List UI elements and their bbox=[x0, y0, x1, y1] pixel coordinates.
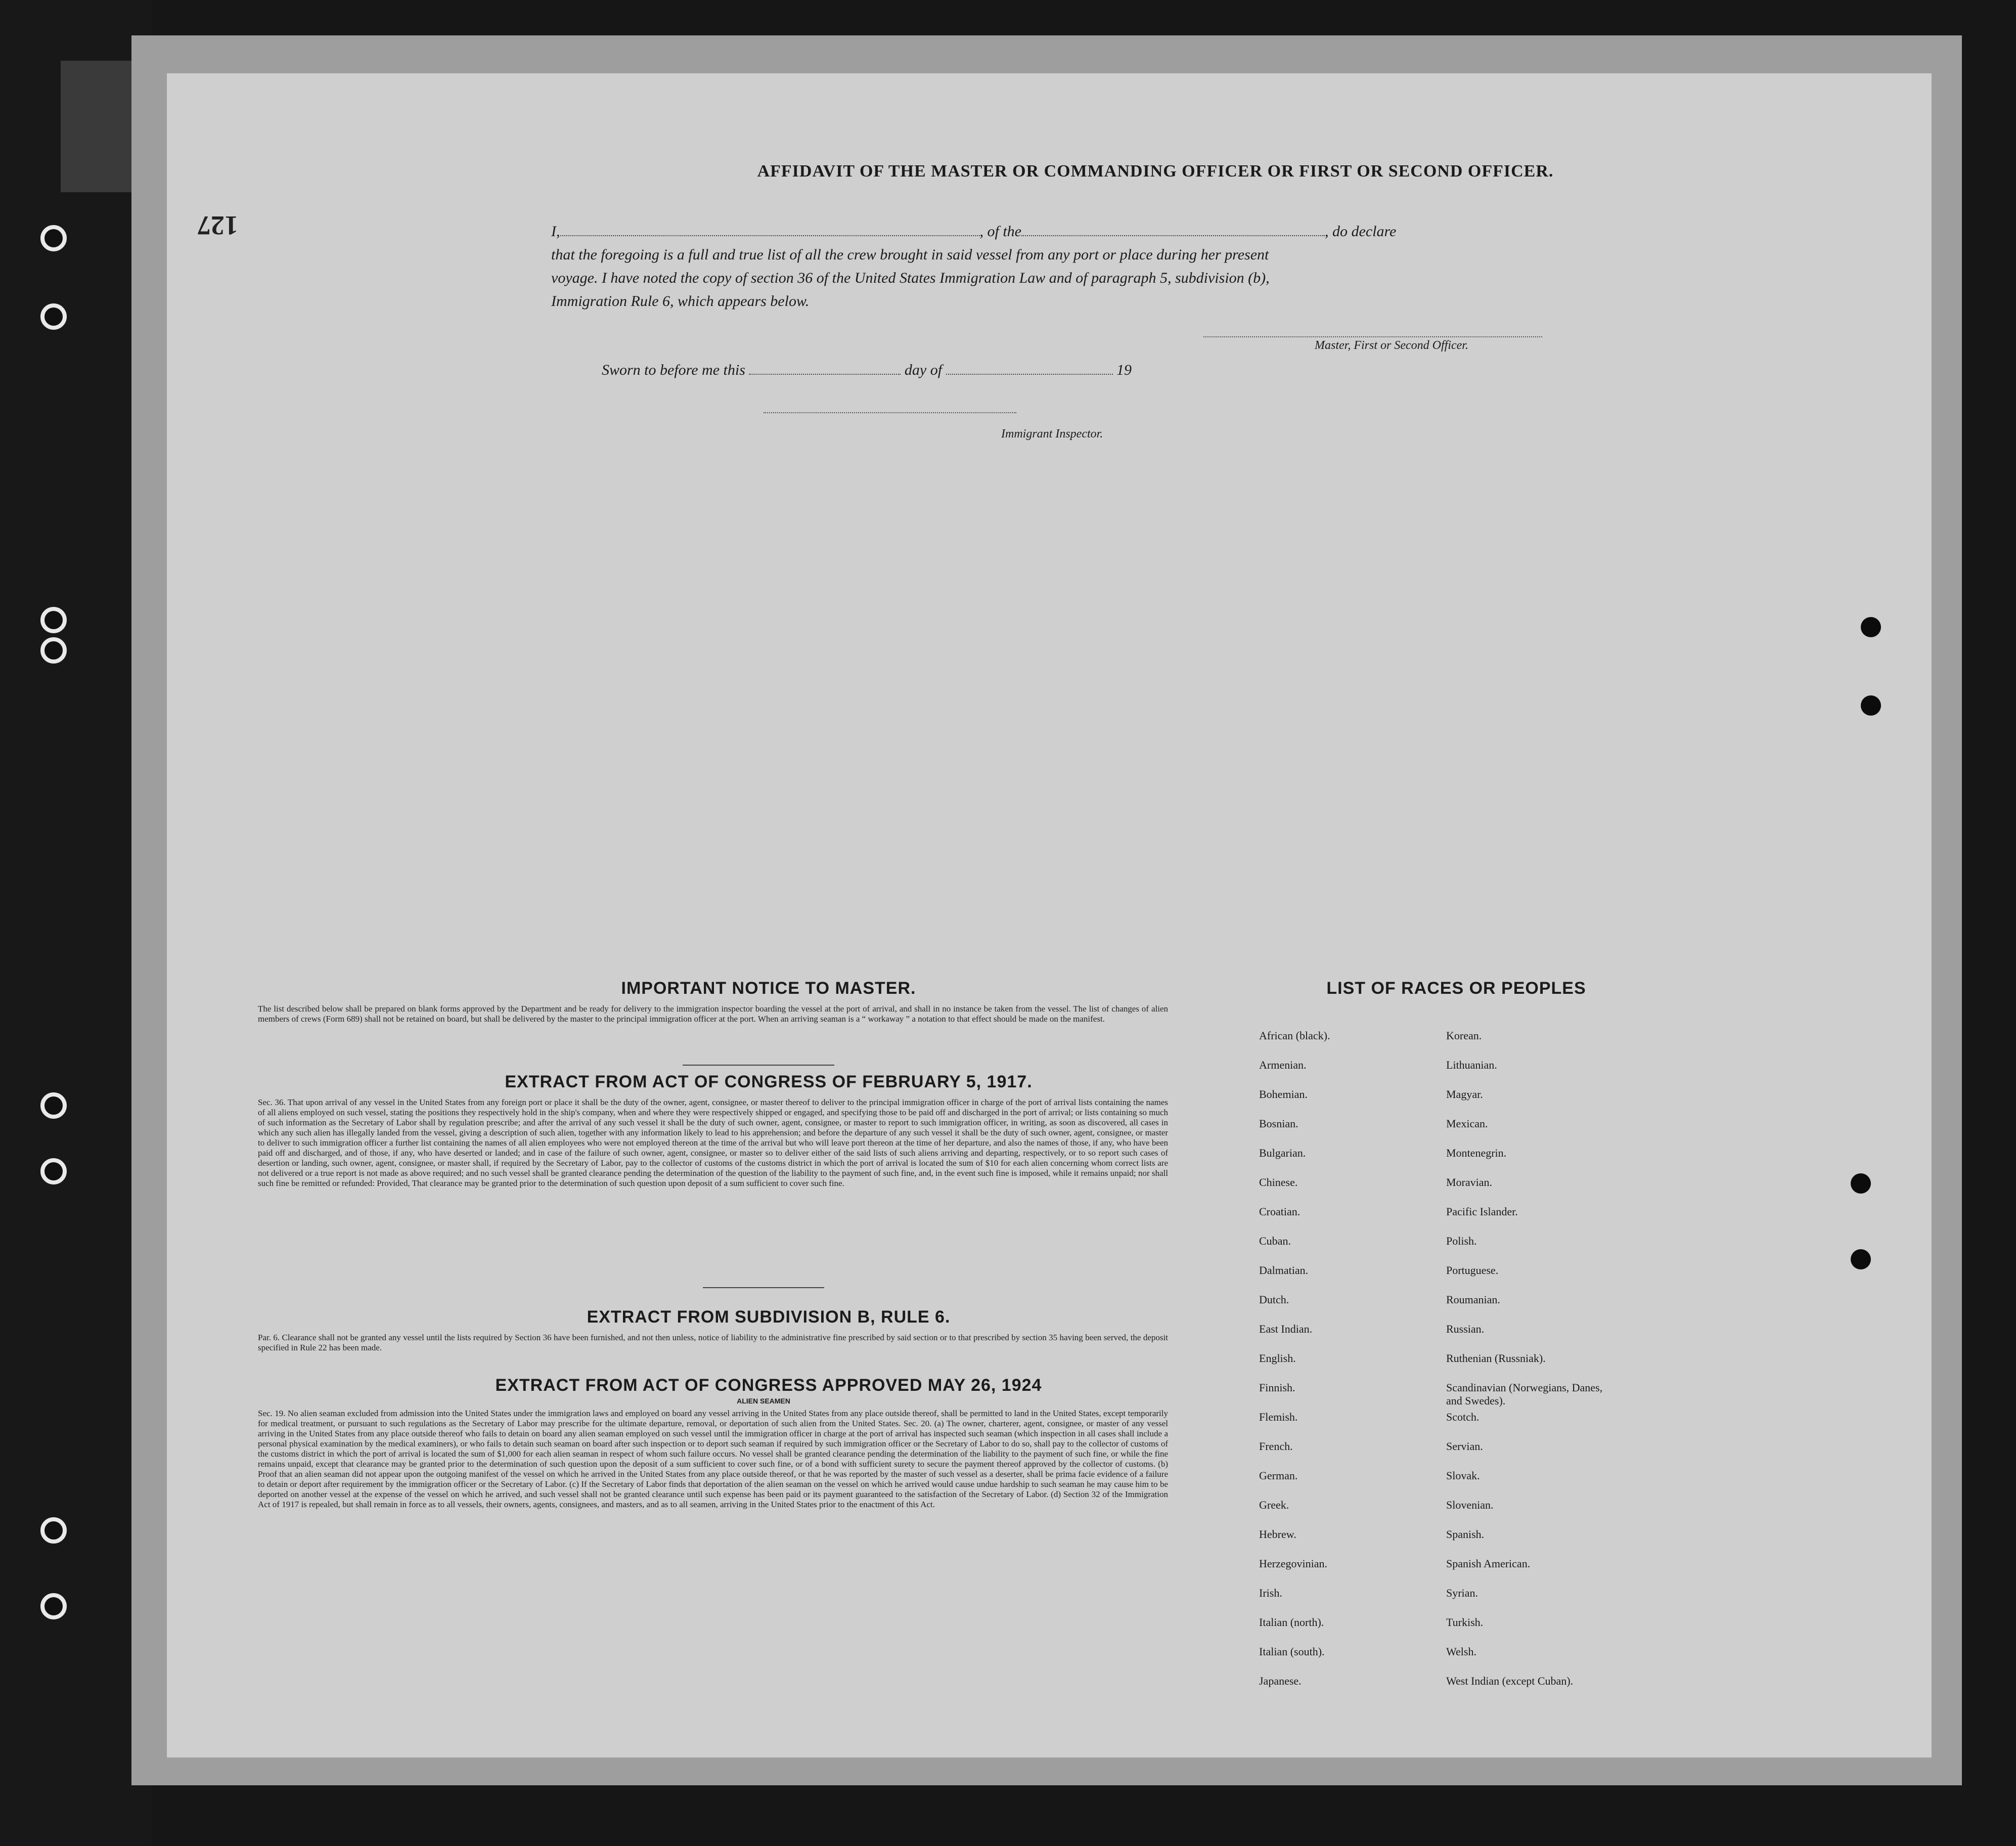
binder-hole bbox=[40, 1517, 67, 1544]
race-item: Magyar. bbox=[1446, 1088, 1483, 1101]
binder-hole bbox=[40, 1092, 67, 1119]
binder-hole bbox=[40, 1158, 67, 1184]
punch-hole bbox=[1851, 1173, 1871, 1194]
race-item: Flemish. bbox=[1259, 1411, 1298, 1423]
binder-hole bbox=[40, 303, 67, 330]
inspector-signature-line[interactable] bbox=[764, 412, 1016, 413]
race-item: Irish. bbox=[1259, 1587, 1282, 1599]
race-item: Armenian. bbox=[1259, 1059, 1307, 1071]
affidavit-body bbox=[551, 220, 1461, 313]
race-item: German. bbox=[1259, 1469, 1298, 1482]
race-item: Welsh. bbox=[1446, 1645, 1476, 1658]
affidavit-line-4: Immigration Rule 6, which appears below. bbox=[551, 293, 810, 310]
divider bbox=[683, 1065, 834, 1066]
master-signature-label: Master, First or Second Officer. bbox=[1315, 339, 1468, 352]
binder-hole bbox=[40, 637, 67, 664]
sworn-day-field[interactable] bbox=[749, 374, 901, 375]
extract-1917-text: Sec. 36. That upon arrival of any vessel in the United States from any foreign port or place it shall be the duty of the owner, agent, consignee, or master thereof to deliver to the principal immigration officer in charge of the port of arrival lists containing the names of all aliens employed on such vessel, stating the positions they respectively hold in the ship's company, when and where they were respectively shipped or engaged, and specifying those to be paid off and discharged in the port of arrival; or lists containing so much of such information as the Secretary of Labor shall by regulation prescribe; and after the arrival of any such vessel it shall be the duty of such owner, agent, consignee, or master to report to such immigration officer, in writing, as soon as discovered, all cases in which any such alien has illegally landed from the vessel, giving a description of such alien, together with any information likely to lead to his apprehension; and before the departure of any such vessel it shall be the duty of such owner, agent, consignee, or master to deliver to such immigration officer a further list containing the names of all alien employees who were not employed thereon at the time of the arrival but who will leave port thereon at the time of her departure, and also the names of those, if any, who have been paid off and discharged, and of those, if any, who have deserted or landed; and in case of the failure of such owner, agent, consignee, or master so to deliver either of the said lists of such aliens arriving and departing, respectively, or to so report such cases of desertion or landing, such owner, agent, consignee, or master shall, if required by the Secretary of Labor, pay to the collector of customs of the customs district in which the port of arrival is located the sum of $10 for each alien concerning whom correct lists are not delivered or a true report is not made as above required; and no such vessel shall be granted clearance pending the determination of the question of the liability to the payment of such fine, and, in the event such fine is imposed, while it remains unpaid; nor shall such fine be remitted or refunded: Provided, That clearance may be granted prior to the determination of such question upon deposit of a sum sufficient to cover such fine. bbox=[258, 1097, 1168, 1188]
notice-heading: IMPORTANT NOTICE TO MASTER. bbox=[621, 979, 916, 998]
extract-1924-heading: EXTRACT FROM ACT OF CONGRESS APPROVED MAY 26, 1924 bbox=[495, 1376, 1042, 1395]
race-item: Spanish. bbox=[1446, 1528, 1485, 1541]
race-item: Polish. bbox=[1446, 1235, 1477, 1247]
extract-rule6-heading: EXTRACT FROM SUBDIVISION B, RULE 6. bbox=[587, 1307, 951, 1327]
race-item: Scotch. bbox=[1446, 1411, 1480, 1423]
affidavit-declare-label: , do declare bbox=[1325, 223, 1397, 240]
punch-hole bbox=[1861, 695, 1881, 716]
binder-hole bbox=[40, 607, 67, 633]
sworn-label: Sworn to before me this bbox=[602, 362, 745, 378]
affidavit-of-the-label: , of the bbox=[979, 223, 1021, 240]
race-item: East Indian. bbox=[1259, 1323, 1313, 1335]
race-item: Scandinavian (Norwegians, Danes, and Swedes). bbox=[1446, 1381, 1603, 1407]
extract-1917-heading: EXTRACT FROM ACT OF CONGRESS OF FEBRUARY 5, 1917. bbox=[505, 1072, 1033, 1091]
race-item: Spanish American. bbox=[1446, 1557, 1531, 1570]
race-item: Servian. bbox=[1446, 1440, 1483, 1453]
race-item: Hebrew. bbox=[1259, 1528, 1296, 1541]
race-item: Slovenian. bbox=[1446, 1499, 1494, 1511]
sworn-line bbox=[602, 362, 1132, 379]
race-item: Roumanian. bbox=[1446, 1293, 1500, 1306]
race-item: Pacific Islander. bbox=[1446, 1205, 1518, 1218]
punch-hole bbox=[1861, 617, 1881, 637]
race-item: Japanese. bbox=[1259, 1675, 1302, 1687]
day-of-label: day of bbox=[904, 362, 943, 378]
affidavit-line-2: that the foregoing is a full and true list of all the crew brought in said vessel from any port or place during her present bbox=[551, 246, 1269, 263]
extract-1924-text: Sec. 19. No alien seaman excluded from admission into the United States under the immigration laws and employed on board any vessel arriving in the United States from any place outside thereof, shall be permitted to land in the United States, except temporarily for medical treatment, or pursuant to such regulations as the Secretary of Labor may prescribe for the ultimate departure, removal, or deportation of such alien from the United States. Sec. 20. (a) The owner, charterer, agent, consignee, or master of any vessel arriving in the United States from any place outside thereof who fails to detain on board any alien seaman employed on such vessel until the immigration officer in charge at the port of arrival has inspected such seaman (which inspection in all cases shall include a personal physical examination by the medical examiners), or who fails to detain such seaman on board after such inspection or to deport such seaman if required by such immigration officer or the Secretary of Labor to do so, shall pay to the collector of customs of the customs district in which the port of arrival is located the sum of $1,000 for each alien seaman in respect of whom such failure occurs. No vessel shall be granted clearance pending the determination of the liability to the payment of such fine, or while the fine remains unpaid, except that clearance may be granted prior to the determination of such question upon the deposit of a sum sufficient to cover such fine, or of a bond with sufficient surety to secure the payment thereof approved by the collector of customs. (b) Proof that an alien seaman did not appear upon the outgoing manifest of the vessel on which he arrived in the United States from any place outside thereof, or that he was reported by the master of such vessel as a deserter, shall be prima facie evidence of a failure to detain or deport after requirement by the immigration officer or the Secretary of Labor. (c) If the Secretary of Labor finds that deportation of the alien seaman on the vessel on which he arrived would cause undue hardship to such seaman he may cause him to be deported on another vessel at the expense of the vessel on which he arrived, and such vessel shall not be granted clearance until such expense has been paid or its payment guaranteed to the satisfaction of the Secretary of Labor. (d) Section 32 of the Immigration Act of 1917 is repealed, but shall remain in force as to all vessels, their owners, agents, consignees, and masters, and as to all seamen, arriving in the United States prior to the enactment of this Act. bbox=[258, 1409, 1168, 1509]
race-item: Croatian. bbox=[1259, 1205, 1301, 1218]
race-item: Russian. bbox=[1446, 1323, 1485, 1335]
race-item: Bohemian. bbox=[1259, 1088, 1308, 1101]
race-item: Slovak. bbox=[1446, 1469, 1480, 1482]
race-item: Portuguese. bbox=[1446, 1264, 1499, 1277]
notice-text: The list described below shall be prepared on blank forms approved by the Department and be ready for delivery to the immigration inspector boarding the vessel at the port of arrival, and shall in no instance be taken from the vessel. The list of changes of alien members of crews (Form 689) shall not be retained on board, but shall be delivered by the master to the principal immigration officer at the port. When an arriving seaman is a “ workaway ” a notation to that effect should be made on the manifest. bbox=[258, 1004, 1168, 1024]
master-name-field[interactable] bbox=[560, 222, 980, 236]
race-item: Italian (south). bbox=[1259, 1645, 1325, 1658]
race-item: French. bbox=[1259, 1440, 1293, 1453]
race-item: Herzegovinian. bbox=[1259, 1557, 1327, 1570]
affidavit-line-3: voyage. I have noted the copy of section 36 of the United States Immigration Law and of paragraph 5, subdivision (b), bbox=[551, 270, 1270, 286]
race-item: African (black). bbox=[1259, 1029, 1330, 1042]
race-item: English. bbox=[1259, 1352, 1296, 1365]
race-item: Cuban. bbox=[1259, 1235, 1291, 1247]
race-item: Montenegrin. bbox=[1446, 1147, 1507, 1159]
extract-rule6-text: Par. 6. Clearance shall not be granted any vessel until the lists required by Section 36 have been furnished, and not then unless, notice of liability to the administrative fine prescribed by said section or to that prescribed by section 35 having been served, the deposit specified in Rule 22 has been made. bbox=[258, 1333, 1168, 1352]
binder-background bbox=[0, 0, 152, 1846]
race-item: Bulgarian. bbox=[1259, 1147, 1306, 1159]
races-heading: LIST OF RACES OR PEOPLES bbox=[1326, 979, 1586, 998]
race-item: Mexican. bbox=[1446, 1117, 1488, 1130]
master-signature-line[interactable] bbox=[1203, 336, 1542, 337]
sworn-month-field[interactable] bbox=[946, 374, 1113, 375]
race-item: Turkish. bbox=[1446, 1616, 1484, 1629]
race-item: Italian (north). bbox=[1259, 1616, 1324, 1629]
race-item: Lithuanian. bbox=[1446, 1059, 1497, 1071]
race-item: West Indian (except Cuban). bbox=[1446, 1675, 1574, 1687]
race-item: Finnish. bbox=[1259, 1381, 1295, 1394]
race-item: Greek. bbox=[1259, 1499, 1289, 1511]
manifest-page bbox=[167, 73, 1932, 1757]
extract-1924-subheading: ALIEN SEAMEN bbox=[737, 1397, 790, 1405]
race-item: Chinese. bbox=[1259, 1176, 1298, 1189]
inspector-label: Immigrant Inspector. bbox=[1001, 427, 1103, 441]
race-item: Dalmatian. bbox=[1259, 1264, 1309, 1277]
binder-hole bbox=[40, 225, 67, 251]
year-prefix: 19 bbox=[1116, 362, 1132, 378]
divider bbox=[703, 1287, 824, 1288]
page-number: 127 bbox=[197, 210, 238, 241]
binder-hole bbox=[40, 1593, 67, 1619]
punch-hole bbox=[1851, 1249, 1871, 1269]
affidavit-heading: AFFIDAVIT OF THE MASTER OR COMMANDING OFFICER OR FIRST OR SECOND OFFICER. bbox=[757, 162, 1554, 181]
race-item: Moravian. bbox=[1446, 1176, 1493, 1189]
race-item: Ruthenian (Russniak). bbox=[1446, 1352, 1546, 1365]
race-item: Korean. bbox=[1446, 1029, 1482, 1042]
vessel-name-field[interactable] bbox=[1021, 222, 1325, 236]
race-item: Dutch. bbox=[1259, 1293, 1289, 1306]
race-item: Bosnian. bbox=[1259, 1117, 1298, 1130]
race-item: Syrian. bbox=[1446, 1587, 1478, 1599]
affidavit-i-label: I, bbox=[551, 223, 560, 240]
